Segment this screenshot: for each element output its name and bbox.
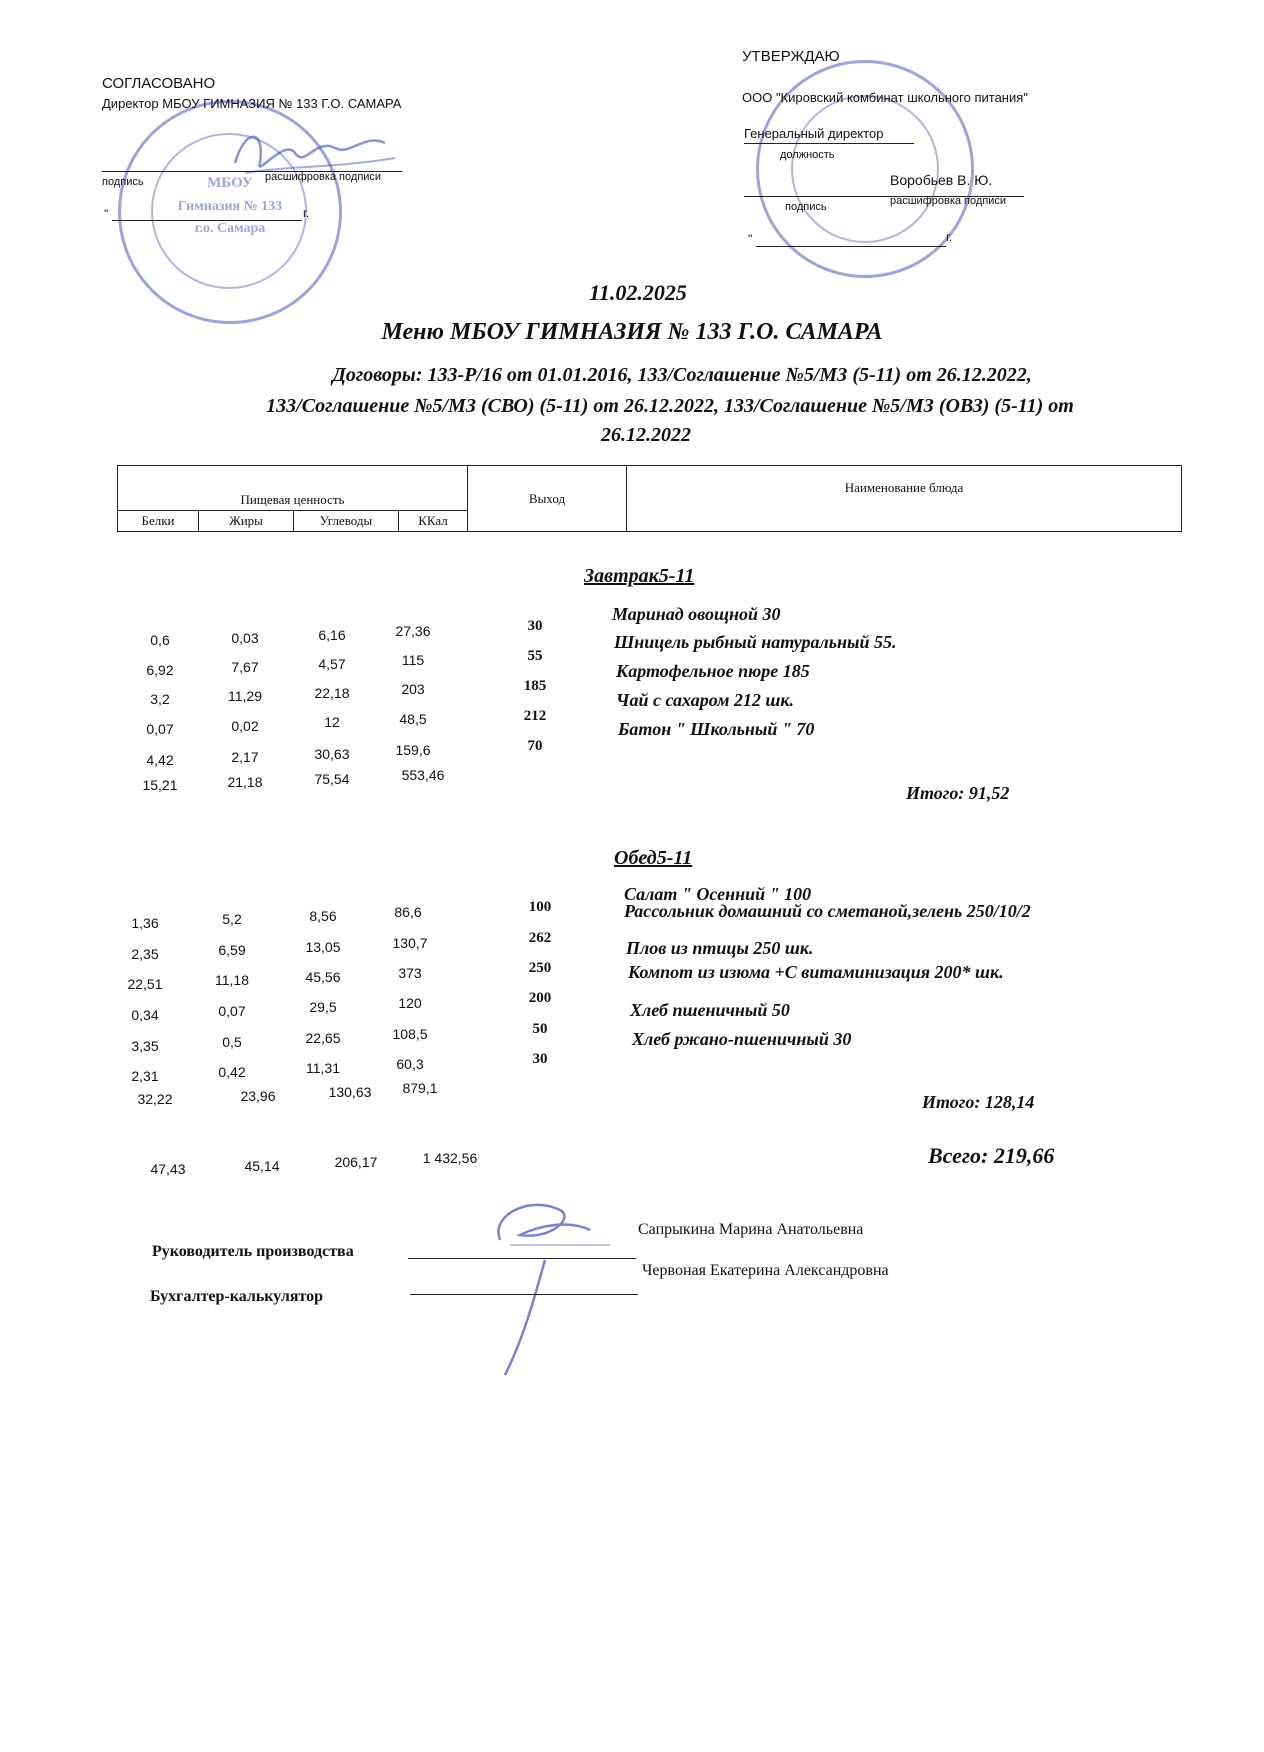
proteins-header: Белки	[118, 511, 199, 532]
stamp-center-line1: МБОУ	[207, 175, 253, 191]
breakfast-total-carbs: 75,54	[314, 771, 350, 787]
gd-decode-label: расшифровка подписи	[890, 195, 1007, 207]
lunch-row-0-carbs: 8,56	[309, 908, 337, 924]
lunch-row-0-proteins: 1,36	[131, 915, 159, 931]
stamp-center-line3: г.о. Самара	[194, 221, 266, 236]
lunch-total-fats: 23,96	[240, 1088, 276, 1104]
contracts-line-3: 26.12.2022	[601, 424, 691, 446]
lunch-row-1-kcal: 130,7	[392, 935, 428, 951]
grand-total-fats: 45,14	[244, 1158, 280, 1174]
position-label: должность	[780, 149, 835, 161]
menu-table-header	[117, 465, 1182, 532]
breakfast-row-2-output: 185	[523, 678, 547, 694]
carbs-header: Углеводы	[294, 511, 399, 532]
lunch-row-4-proteins: 3,35	[131, 1038, 159, 1054]
breakfast-row-3-dish: Чай с сахаром 212 шк.	[616, 690, 795, 710]
breakfast-row-2-dish: Картофельное пюре 185	[616, 661, 810, 681]
lunch-row-2-dish: Плов из птицы 250 шк.	[626, 938, 814, 958]
lunch-row-5-proteins: 2,31	[131, 1068, 159, 1084]
director-date-year: г.	[303, 206, 310, 220]
nutrition-header: Пищевая ценность	[118, 466, 468, 511]
lunch-total-proteins: 32,22	[137, 1091, 173, 1107]
breakfast-row-3-fats: 0,02	[231, 718, 259, 734]
lunch-row-1-output: 262	[528, 930, 552, 946]
breakfast-row-4-output: 70	[527, 738, 543, 754]
grand-total-proteins: 47,43	[150, 1161, 186, 1177]
lunch-row-5-dish: Хлеб ржано-пшеничный 30	[632, 1029, 852, 1049]
contracts-line-2: 133/Соглашение №5/МЗ (СВО) (5-11) от 26.12.2022, 133/Соглашение №5/МЗ (ОВЗ) (5-11) от	[266, 395, 1074, 417]
breakfast-row-0-proteins: 0,6	[150, 632, 170, 648]
contracts-line-1: Договоры: 133-Р/16 от 01.01.2016, 133/Соглашение №5/МЗ (5-11) от 26.12.2022,	[332, 364, 1032, 386]
head-of-production-label: Руководитель производства	[152, 1243, 354, 1260]
director-decode-label: расшифровка подписи	[265, 171, 382, 183]
lunch-row-3-output: 200	[528, 990, 552, 1006]
breakfast-total-fats: 21,18	[227, 774, 263, 790]
breakfast-total-kcal: 553,46	[401, 767, 445, 783]
breakfast-row-3-kcal: 48,5	[399, 711, 427, 727]
breakfast-row-4-carbs: 30,63	[314, 746, 350, 762]
lunch-title: Обед5-11	[614, 847, 693, 869]
gd-date-year: г.	[946, 230, 953, 244]
menu-date: 11.02.2025	[589, 280, 687, 305]
fats-header: Жиры	[199, 511, 294, 532]
lunch-row-4-fats: 0,5	[222, 1034, 242, 1050]
gd-sign-label: подпись	[785, 201, 827, 213]
breakfast-title: Завтрак5-11	[584, 565, 695, 587]
lunch-row-4-output: 50	[532, 1021, 548, 1037]
lunch-row-5-output: 30	[532, 1051, 548, 1067]
lunch-row-5-fats: 0,42	[218, 1064, 246, 1080]
breakfast-row-4-kcal: 159,6	[395, 742, 431, 758]
general-director-position: Генеральный директор	[744, 126, 884, 141]
breakfast-row-1-proteins: 6,92	[146, 662, 174, 678]
breakfast-row-2-fats: 11,29	[228, 688, 262, 704]
breakfast-row-2-proteins: 3,2	[150, 691, 170, 707]
lunch-row-5-carbs: 11,31	[306, 1060, 340, 1076]
lunch-row-3-kcal: 120	[398, 995, 422, 1011]
dish-name-header: Наименование блюда	[627, 466, 1182, 532]
lunch-row-1-fats: 6,59	[218, 942, 246, 958]
lunch-row-1-dish: Рассольник домашний со сметаной,зелень 250/10/2	[624, 901, 1031, 921]
lunch-row-5-kcal: 60,3	[396, 1056, 424, 1072]
breakfast-row-0-fats: 0,03	[231, 630, 259, 646]
lunch-row-0-dish: Салат " Осенний " 100	[624, 884, 812, 904]
breakfast-row-0-dish: Маринад овощной 30	[612, 604, 781, 624]
lunch-total-carbs: 130,63	[328, 1084, 372, 1100]
lunch-row-2-carbs: 45,56	[305, 969, 341, 985]
lunch-row-1-carbs: 13,05	[305, 939, 341, 955]
breakfast-row-3-proteins: 0,07	[146, 721, 174, 737]
company-name: ООО "Кировский комбинат школьного питания"	[742, 90, 1028, 105]
breakfast-total-proteins: 15,21	[142, 777, 178, 793]
lunch-row-4-kcal: 108,5	[392, 1026, 428, 1042]
director-date-quote: "	[104, 207, 109, 221]
breakfast-row-4-proteins: 4,42	[146, 752, 174, 768]
lunch-row-2-fats: 11,18	[215, 972, 249, 988]
breakfast-row-3-carbs: 12	[324, 714, 340, 730]
agreed-heading: СОГЛАСОВАНО	[102, 75, 216, 92]
breakfast-row-2-kcal: 203	[401, 681, 425, 697]
breakfast-row-0-output: 30	[527, 618, 543, 634]
breakfast-itogo: Итого: 91,52	[906, 783, 1010, 803]
breakfast-row-1-dish: Шницель рыбный натуральный 55.	[614, 632, 897, 652]
lunch-row-2-output: 250	[528, 960, 552, 976]
lunch-row-3-proteins: 0,34	[131, 1007, 159, 1023]
breakfast-row-4-fats: 2,17	[231, 749, 259, 765]
breakfast-row-1-carbs: 4,57	[318, 656, 346, 672]
general-director-name: Воробьев В. Ю.	[890, 172, 993, 188]
lunch-total-kcal: 879,1	[402, 1080, 438, 1096]
lunch-row-3-carbs: 29,5	[309, 999, 337, 1015]
lunch-row-1-proteins: 2,35	[131, 946, 159, 962]
head-signature-icon	[480, 1185, 630, 1385]
breakfast-row-0-kcal: 27,36	[395, 623, 431, 639]
page-title: Меню МБОУ ГИМНАЗИЯ № 133 Г.О. САМАРА	[381, 319, 883, 345]
stamp-center-line2: Гимназия № 133	[177, 199, 283, 214]
breakfast-row-3-output: 212	[523, 708, 547, 724]
breakfast-row-1-fats: 7,67	[231, 659, 259, 675]
director-sign-label: подпись	[102, 176, 144, 188]
lunch-row-2-proteins: 22,51	[127, 976, 163, 992]
lunch-row-4-carbs: 22,65	[305, 1030, 341, 1046]
lunch-row-0-fats: 5,2	[222, 911, 242, 927]
accountant-name: Червоная Екатерина Александровна	[642, 1262, 889, 1279]
lunch-row-2-kcal: 373	[398, 965, 422, 981]
breakfast-row-0-carbs: 6,16	[318, 627, 346, 643]
breakfast-row-4-dish: Батон " Школьный " 70	[618, 719, 815, 739]
lunch-itogo: Итого: 128,14	[922, 1092, 1035, 1112]
grand-total-kcal: 1 432,56	[422, 1150, 478, 1166]
breakfast-row-2-carbs: 22,18	[314, 685, 350, 701]
output-header: Выход	[468, 466, 627, 532]
lunch-row-0-output: 100	[528, 899, 552, 915]
gd-date-quote: "	[748, 232, 753, 246]
grand-total-label: Всего: 219,66	[928, 1143, 1055, 1168]
lunch-row-4-dish: Хлеб пшеничный 50	[630, 1000, 790, 1020]
director-position-line: Директор МБОУ ГИМНАЗИЯ № 133 Г.О. САМАРА	[102, 96, 402, 111]
approve-heading: УТВЕРЖДАЮ	[742, 48, 840, 65]
lunch-row-3-dish: Компот из изюма +С витаминизация 200* шк.	[628, 962, 1004, 982]
grand-total-carbs: 206,17	[334, 1154, 378, 1170]
breakfast-row-1-output: 55	[527, 648, 543, 664]
kcal-header: ККал	[399, 511, 468, 532]
breakfast-row-1-kcal: 115	[401, 652, 425, 668]
lunch-row-3-fats: 0,07	[218, 1003, 246, 1019]
head-of-production-name: Сапрыкина Марина Анатольевна	[638, 1221, 864, 1238]
lunch-row-0-kcal: 86,6	[394, 904, 422, 920]
accountant-label: Бухгалтер-калькулятор	[150, 1288, 324, 1305]
